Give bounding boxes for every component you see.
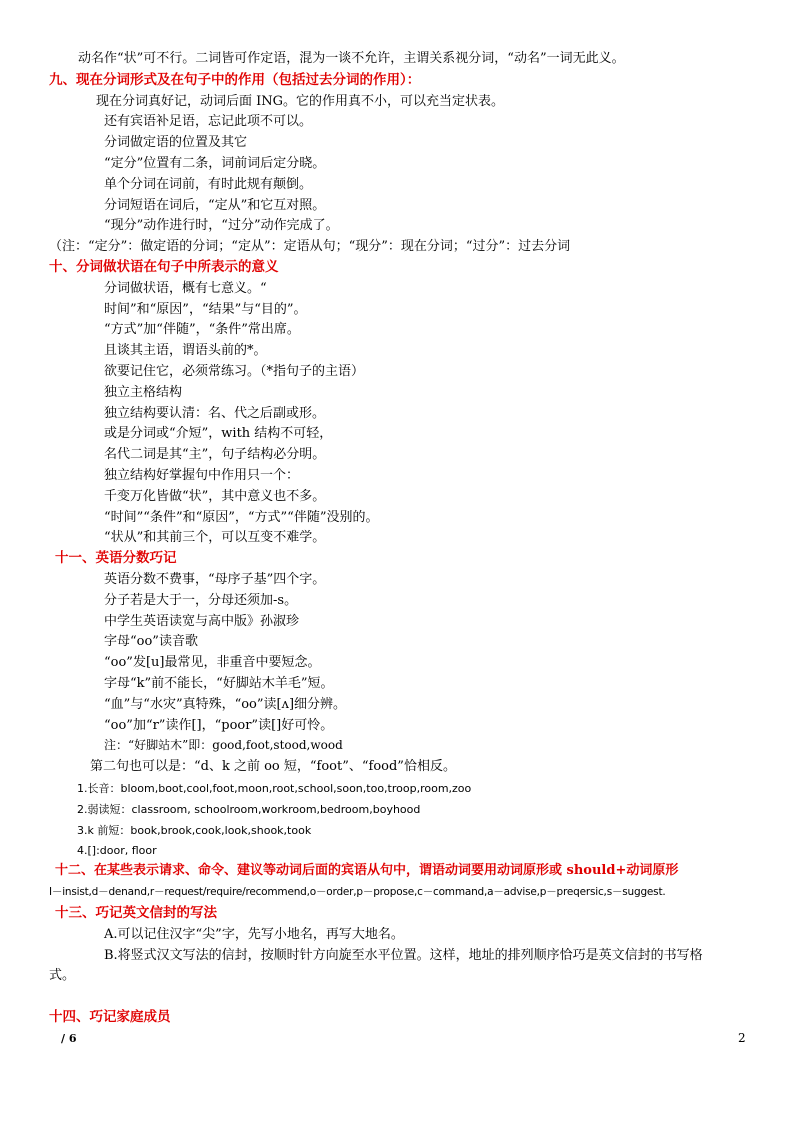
verse-line: 名代二词是其“主”，句子结构必分明。 xyxy=(104,447,326,462)
subheading-line: 独立主格结构 xyxy=(104,385,183,400)
verse-line: 第二句也可以是：“d、k 之前 oo 短，“foot”、“food”恰相反。 xyxy=(90,759,456,774)
verse-line: “oo”加“r”读作[]，“poor”读[]好可怜。 xyxy=(104,718,334,733)
subheading-line: 字母“oo”读音歌 xyxy=(104,634,198,649)
verse-line: “状从”和其前三个，可以互变不难学。 xyxy=(104,530,326,545)
section-heading-12: 十二、在某些表示请求、命令、建议等动词后面的宾语从句中，谓语动词要用动词原形或 should+动词原形 xyxy=(55,863,679,878)
section-heading-11: 十一、英语分数巧记 xyxy=(55,550,177,566)
paragraph-line: 式。 xyxy=(49,968,76,983)
verse-line: 分词短语在词后，“定从”和它互对照。 xyxy=(104,198,326,213)
verse-line: 欲要记住它，必须常练习。（*指句子的主语） xyxy=(104,364,365,379)
verse-line: 独立结构好掌握句中作用只一个： xyxy=(104,468,300,483)
paragraph-line: B.将竖式汉文写法的信封，按顺时针方向旋至水平位置。这样，地址的排列顺序恰巧是英文信封的书写格 xyxy=(104,948,703,963)
mnemonic-line: I－insist,d－denand,r－request/require/recommend,o－order,p－propose,c－command,a－advise,p－preqersic,s－suggest. xyxy=(49,886,666,898)
verse-line: 字母“k”前不能长，“好脚站木羊毛”短。 xyxy=(104,676,334,691)
verse-line: “方式”加“伴随”，“条件”常出席。 xyxy=(104,322,300,337)
verse-line: “oo”发[u]最常见，非重音中要短念。 xyxy=(104,655,321,670)
verse-line: “血”与“水灾”真特殊，“oo”读[ʌ]细分辨。 xyxy=(104,697,347,712)
example-list-item: 2.弱读短：classroom, schoolroom,workroom,bedroom,boyhood xyxy=(77,803,421,816)
example-list-item: 1.长音：bloom,boot,cool,foot,moon,root,school,soon,too,troop,room,zoo xyxy=(77,782,472,795)
page-total: / 6 xyxy=(61,1032,77,1045)
example-list-item: 4.[]:door, floor xyxy=(77,844,157,857)
verse-line: 英语分数不费事，“母序子基”四个字。 xyxy=(104,572,326,587)
verse-line: 或是分词或“介短”，with 结构不可轻， xyxy=(104,426,333,441)
verse-line: “时间”“条件”和“原因”，“方式”“伴随”没别的。 xyxy=(104,510,379,525)
page-number: 2 xyxy=(738,1031,746,1045)
subheading-line: 分词做定语的位置及其它 xyxy=(104,135,248,150)
verse-line: 分子若是大于一，分母还须加-s。 xyxy=(104,593,298,608)
section-heading-9: 九、现在分词形式及在句子中的作用（包括过去分词的作用）： xyxy=(49,72,421,88)
section-heading-10: 十、分词做状语在句子中所表示的意义 xyxy=(49,259,279,275)
verse-line: 独立结构要认清：名、代之后副或形。 xyxy=(104,406,326,421)
verse-line: 千变万化皆做“状”，其中意义也不多。 xyxy=(104,489,326,504)
note-line: 注：“好脚站木”即：good,foot,stood,wood xyxy=(104,738,343,752)
source-line: 中学生英语读宽与高中版》孙淑珍 xyxy=(104,614,300,629)
verse-line: 时间”和“原因”，“结果”与“目的”。 xyxy=(104,302,307,317)
verse-line: 单个分词在词前，有时此规有颠倒。 xyxy=(104,177,313,192)
section-heading-14: 十四、巧记家庭成员 xyxy=(49,1009,171,1025)
verse-line: 且谈其主语，谓语头前的*。 xyxy=(104,343,267,358)
paragraph-line: A.可以记住汉字“尖”字，先写小地名，再写大地名。 xyxy=(104,927,404,942)
example-list-item: 3.k 前短：book,brook,cook,look,shook,took xyxy=(77,824,312,837)
verse-line: 分词做状语，概有七意义。“ xyxy=(104,281,267,296)
verse-line: “现分”动作进行时，“过分”动作完成了。 xyxy=(104,218,339,233)
verse-line: 还有宾语补足语，忘记此项不可以。 xyxy=(104,114,313,129)
verse-line: “定分”位置有二条，词前词后定分晓。 xyxy=(104,156,326,171)
paragraph-line: 动名作“状”可不行。二词皆可作定语，混为一谈不允许，主谓关系视分词，“动名”一词无此义。 xyxy=(78,51,625,66)
note-line: （注：“定分”：做定语的分词；“定从”：定语从句；“现分”：现在分词；“过分”：过去分词 xyxy=(49,239,571,254)
verse-line: 现在分词真好记，动词后面 ING。它的作用真不小，可以充当定状表。 xyxy=(96,94,505,109)
section-heading-13: 十三、巧记英文信封的写法 xyxy=(55,905,217,921)
